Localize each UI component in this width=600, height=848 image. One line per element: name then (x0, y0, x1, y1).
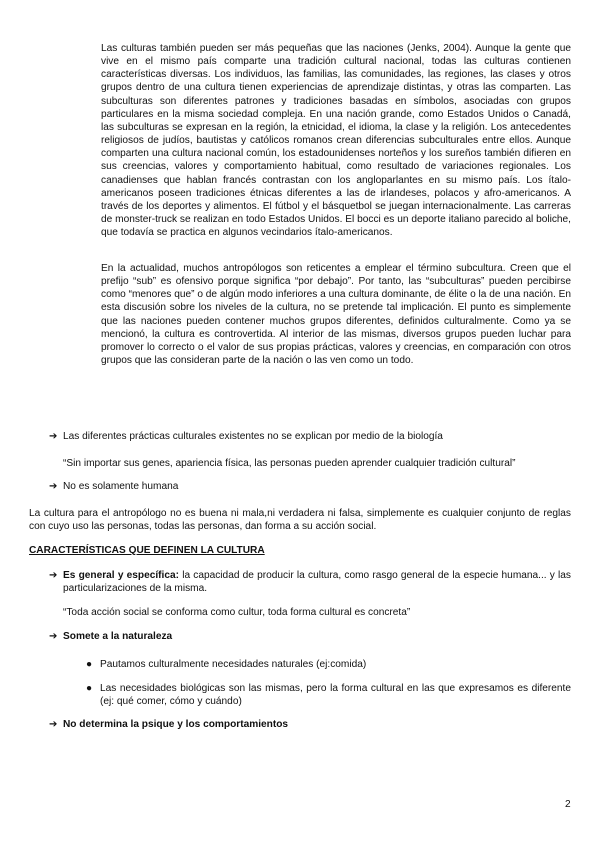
quote-text: “Sin importar sus genes, apariencia física, las personas pueden aprender cualquier tradición cultural” (63, 458, 516, 469)
page-number: 2 (565, 799, 571, 810)
bullet-dot-icon: ● (86, 659, 93, 670)
list-item-bold-lead: Es general y específica: (63, 570, 179, 581)
bullet-dot-icon: ● (86, 683, 93, 694)
arrow-right-icon: ➔ (49, 719, 58, 730)
list-item-text: No determina la psique y los comportamientos (63, 719, 289, 730)
paragraph-subcultures: Las culturas también pueden ser más pequeñas que las naciones (Jenks, 2004). Aunque la gente que vive en el mismo país comparte una tradición cultural nacional, todas las culturas contienen características diversas. Los individuos, las familias, las comunidades, las regiones, las clases y otros grupos dentro de una cultura tienen experiencias de aprendizaje distintas, y otras las comparten. Las subculturas son diferentes patrones y tradiciones basadas en símbolos, asociadas con grupos particulares en la misma sociedad compleja. En una nación grande, como Estados Unidos o Canadá, las subculturas se expresan en la región, la etnicidad, el idioma, la clase y la religión. Los antecedentes religiosos de judíos, bautistas y católicos romanos crean diferencias subculturales entre ellos. Aunque comparten una cultura nacional común, los estadounidenses norteños y los sureños también difieren en sus creencias, valores y comportamiento habitual, como resultado de variaciones regionales. Los canadienses que hablan francés contrastan con los angloparlantes en su mismo país. Los ítalo-americanos poseen tradiciones étnicas diferentes a las de irlandeses, polacos y afro-americanos. A través de los deportes y alimentos. El fútbol y el básquetbol se juegan internacionalmente. Las carreras de monster-truck se realizan en todo Estados Unidos. El bocci es un deporte italiano parecido al boliche, que todavía se practica en algunos vecindarios ítalo-americanos. (101, 43, 571, 239)
list-item-text: Pautamos culturalmente necesidades naturales (ej:comida) (100, 659, 367, 670)
paragraph-subculture-term: En la actualidad, muchos antropólogos son reticentes a emplear el término subcultura. Creen que el prefijo “sub” es ofensivo porque significa “por debajo”. Por tanto, las “subculturas” pueden percibirse como “menores que” o de algún modo inferiores a una cultura dominante, de élite o la de una nación. En esta discusión sobre los niveles de la cultura, no se pretende tal implicación. El punto es simplemente que las naciones pueden contener muchos grupos diferentes, definidos culturalmente. Como ya se mencionó, la cultura es controvertida. Al interior de las mismas, diversos grupos pueden luchar para promover lo correcto o el valor de sus propias prácticas, valores y creencias, en comparación con otros grupos que las consideran parte de la nación o las ven como un todo. (101, 263, 571, 367)
list-item-text (63, 569, 571, 595)
list-item-text: Las necesidades biológicas son las mismas, pero la forma cultural en las que expresamos es diferente (ej: qué comer, cómo y cuándo) (100, 683, 571, 708)
arrow-right-icon: ➔ (49, 631, 58, 642)
quote-text: “Toda acción social se conforma como cultur, toda forma cultural es concreta” (63, 607, 411, 618)
arrow-right-icon: ➔ (49, 481, 58, 492)
arrow-right-icon: ➔ (49, 570, 58, 581)
list-item-rest: la capacidad de producir la cultura, como rasgo general de la especie humana... y las particularizaciones de la misma. (63, 570, 571, 595)
section-heading: CARACTERÍSTICAS QUE DEFINEN LA CULTURA (29, 545, 265, 556)
list-item-text: Las diferentes prácticas culturales existentes no se explican por medio de la biología (63, 431, 443, 442)
list-item-text: Somete a la naturaleza (63, 631, 173, 642)
list-item-text: No es solamente humana (63, 481, 179, 492)
arrow-right-icon: ➔ (49, 431, 58, 442)
paragraph-culture-definition: La cultura para el antropólogo no es buena ni mala,ni verdadera ni falsa, simplemente es cualquier conjunto de reglas con cuyo uso las personas, todas las personas, dan forma a su acción social. (29, 508, 571, 533)
